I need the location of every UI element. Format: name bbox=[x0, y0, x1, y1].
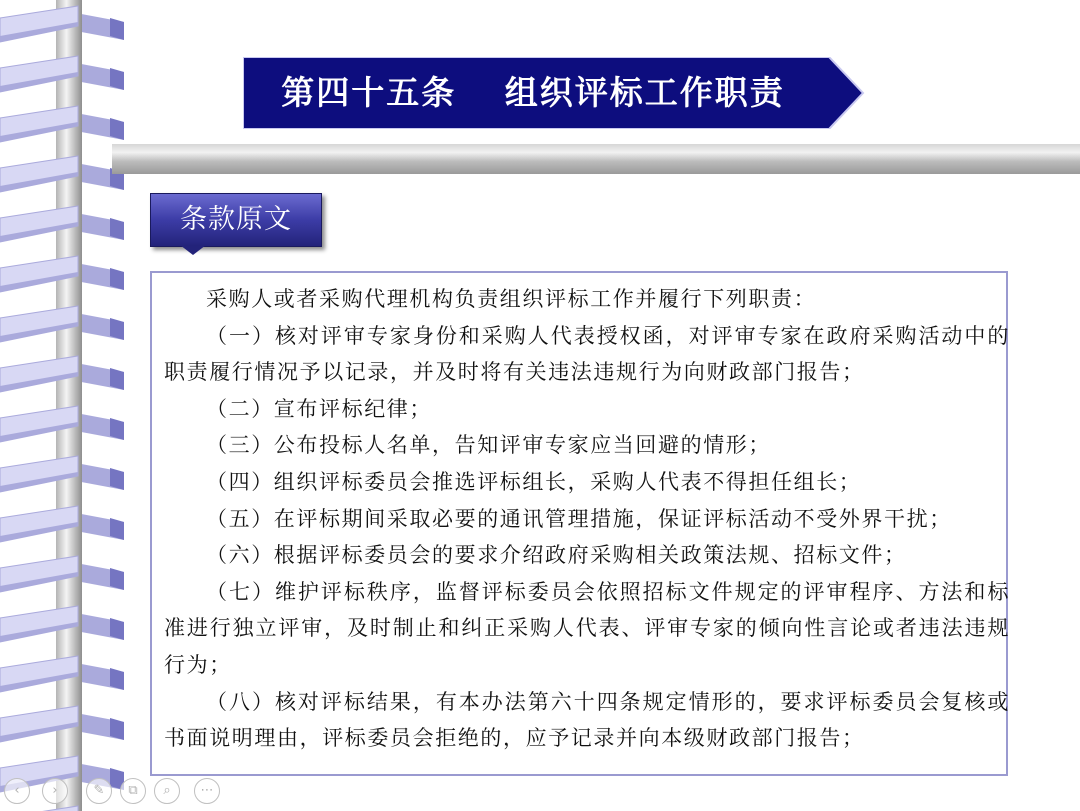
zoom-icon[interactable]: ⌕ bbox=[154, 778, 180, 804]
slideshow-controls bbox=[4, 776, 234, 808]
horizontal-rail bbox=[112, 144, 1080, 174]
clause-item-3: （三）公布投标人名单，告知评审专家应当回避的情形； bbox=[206, 433, 771, 458]
clause-item-5: （五）在评标期间采取必要的通讯管理措施，保证评标活动不受外界干扰； bbox=[206, 506, 952, 531]
clause-text-box bbox=[150, 271, 1008, 776]
clause-item-2: （二）宣布评标纪律； bbox=[206, 396, 432, 421]
next-slide-icon[interactable]: › bbox=[42, 778, 68, 804]
section-label bbox=[150, 193, 320, 255]
section-label-pointer bbox=[180, 245, 206, 255]
clause-item-6: （六）根据评标委员会的要求介绍政府采购相关政策法规、招标文件； bbox=[206, 543, 907, 568]
clause-item-8: （八）核对评标结果，有本办法第六十四条规定情形的，要求评标委员会复核或书面说明理由，评标委员会拒绝的，应予记录并向本级财政部门报告； bbox=[164, 689, 1010, 751]
spiral-binding-decoration bbox=[0, 0, 128, 811]
clause-intro: 采购人或者采购代理机构负责组织评标工作并履行下列职责： bbox=[206, 287, 817, 311]
previous-slide-icon[interactable]: ‹ bbox=[4, 778, 30, 804]
section-label-text: 条款原文 bbox=[150, 193, 322, 247]
clause-item-7: （七）维护评标秩序，监督评标委员会依照招标文件规定的评审程序、方法和标准进行独立评审，及时制止和纠正采购人代表、评审专家的倾向性言论或者违法违规行为； bbox=[164, 579, 1010, 677]
title-banner bbox=[243, 57, 865, 129]
more-options-icon[interactable]: ⋯ bbox=[194, 778, 220, 804]
clause-item-4: （四）组织评标委员会推选评标组长，采购人代表不得担任组长； bbox=[206, 469, 862, 494]
clause-item-1: （一）核对评审专家身份和采购人代表授权函，对评审专家在政府采购活动中的职责履行情况予以记录，并及时将有关违法违规行为向财政部门报告； bbox=[164, 323, 1010, 385]
clause-text bbox=[164, 281, 1010, 757]
pen-icon[interactable]: ✎ bbox=[86, 778, 112, 804]
slide-title: 第四十五条 组织评标工作职责 bbox=[281, 73, 785, 112]
slide-sorter-icon[interactable]: ⧉ bbox=[120, 778, 146, 804]
